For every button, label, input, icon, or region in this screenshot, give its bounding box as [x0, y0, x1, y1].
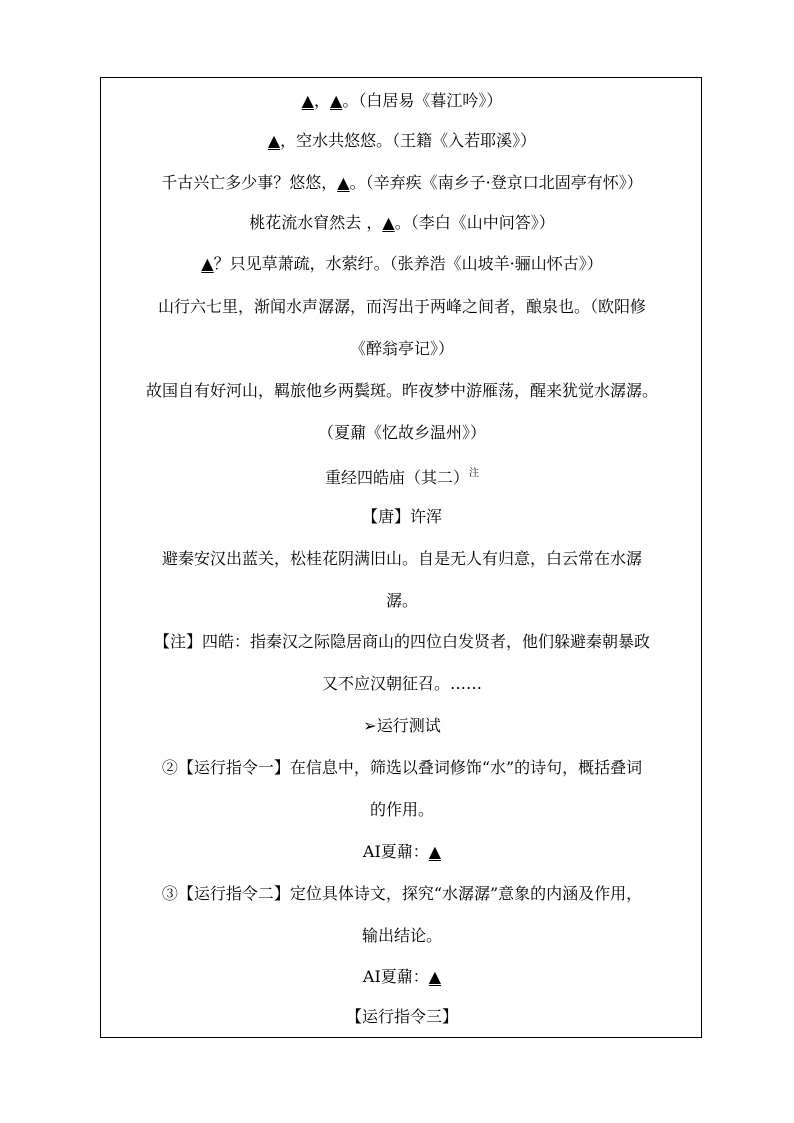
poem-title: 重经四皓庙（其二）$^注$: [324, 468, 479, 487]
instruction-two-line-2: 输出结论。: [361, 926, 442, 945]
blank-triangle: ▲: [267, 131, 281, 150]
instruction-one-line-2: 的作用。: [369, 800, 434, 819]
poem-line-libai: 桃花流水窅然去 ，▲。（李白《山中问答》）: [249, 213, 555, 232]
poem-body-line-2: 潺。: [385, 591, 418, 610]
poem-author: 【唐】许浑: [361, 507, 442, 526]
blank-triangle: ▲: [201, 254, 214, 273]
instruction-two-line-1: ③【运行指令二】定位具体诗文，探究“水潺潺”意象的内涵及作用，: [161, 884, 643, 903]
blank-triangle: ▲: [301, 91, 314, 110]
blank-triangle: ▲: [330, 91, 343, 110]
poem-line-baijuyi: ▲，▲。（白居易《暮江吟》）: [301, 91, 503, 110]
prose-source-ouyangxiu: 《醉翁亭记》）: [349, 339, 454, 358]
ai-answer-two: AI夏鼐：▲: [362, 967, 442, 986]
ai-answer-one: AI夏鼐：▲: [362, 842, 442, 861]
poem-line-xinqiji: 千古兴亡多少事？悠悠，▲。（辛弃疾《南乡子·登京口北固亭有怀》）: [161, 173, 643, 192]
poem-body-line-1: 避秦安汉出蓝关，松桂花阴满旧山。自是无人有归意，白云常在水潺: [161, 549, 642, 568]
section-run-test: ➢运行测试: [363, 716, 441, 735]
poem-line-zhangyanghao: ▲？只见草萧疏，水萦纡。（张养浩《山坡羊·骊山怀古》）: [201, 254, 603, 273]
footnote-line-1: 【注】四皓：指秦汉之际隐居商山的四位白发贤者，他们躲避秦朝暴政: [153, 632, 650, 651]
instruction-one-line-1: ②【运行指令一】在信息中，筛选以叠词修饰“水”的诗句，概括叠词: [161, 758, 643, 777]
prose-line-ouyangxiu: 山行六七里，渐闻水声潺潺，而泻出于两峰之间者，酿泉也。（欧阳修: [157, 297, 646, 316]
document-frame: [100, 77, 702, 1038]
blank-triangle: ▲: [337, 173, 350, 192]
footnote-line-2: 又不应汉朝征召。……: [321, 674, 482, 693]
blank-triangle: ▲: [428, 842, 442, 861]
footnote-marker: 注: [469, 468, 479, 479]
poem-source-xianai: （夏鼐《忆故乡温州》）: [317, 423, 486, 442]
poem-line-xianai: 故国自有好河山，羁旅他乡两鬓斑。昨夜梦中游雁荡，醒来犹觉水潺潺。: [145, 381, 658, 400]
poem-line-wangji: ▲，空水共悠悠。（王籍《入若耶溪》）: [267, 131, 537, 150]
blank-triangle: ▲: [382, 213, 395, 232]
blank-triangle: ▲: [428, 967, 442, 986]
instruction-three: 【运行指令三】: [345, 1007, 458, 1026]
